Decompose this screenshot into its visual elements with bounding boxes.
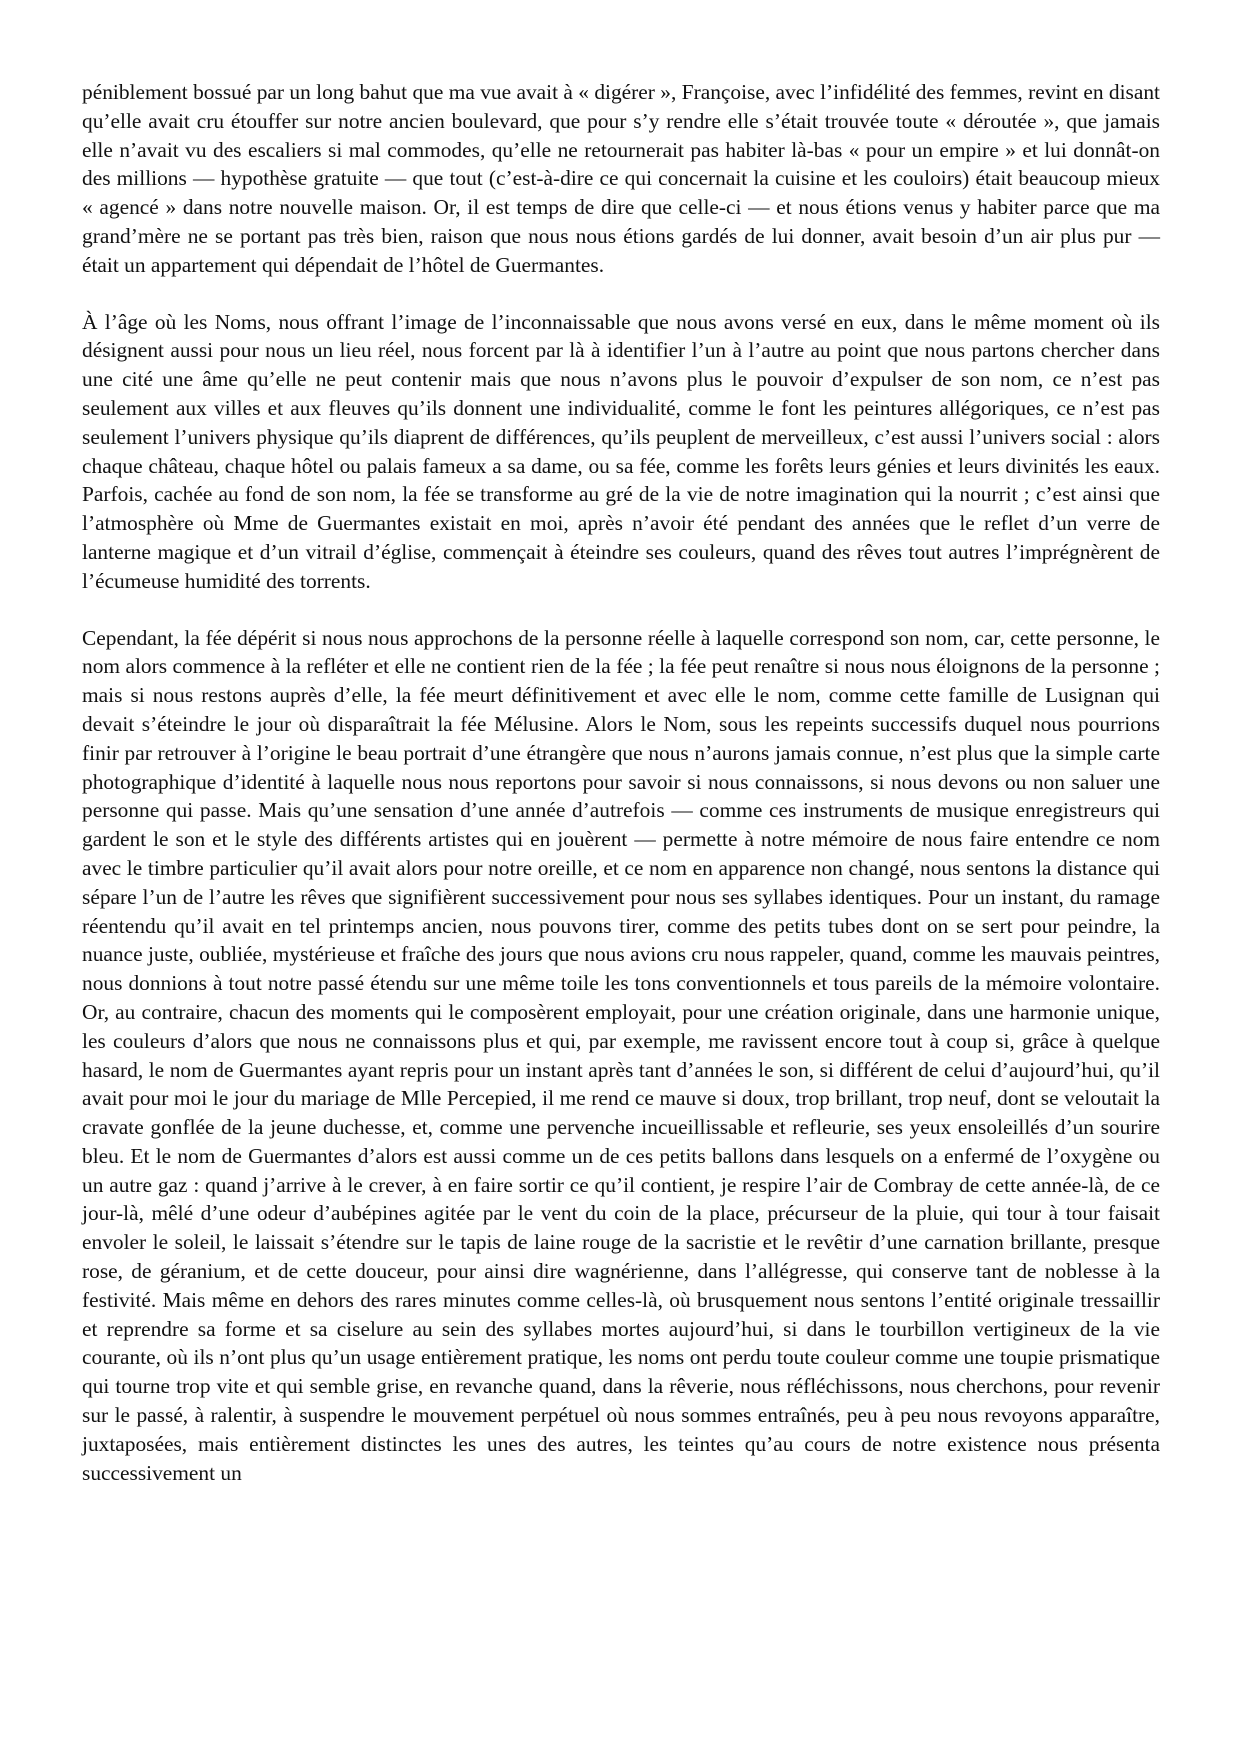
paragraph-2: À l’âge où les Noms, nous offrant l’image de l’inconnaissable que nous avons versé en eux, dans le même moment où ils désignent aussi pour nous un lieu réel, nous forcent par là à identifier l’un à l’autre au point que nous partons chercher dans une cité une âme qu’elle ne peut contenir mais que nous n’avons plus le pouvoir d’expulser de son nom, ce n’est pas seulement aux villes et aux fleuves qu’ils donnent une individualité, comme le font les peintures allégoriques, ce n’est pas seulement l’univers physique qu’ils diaprent de différences, qu’ils peuplent de merveilleux, c’est aussi l’univers social : alors chaque château, chaque hôtel ou palais fameux a sa dame, ou sa fée, comme les forêts leurs génies et leurs divinités les eaux. Parfois, cachée au fond de son nom, la fée se transforme au gré de la vie de notre imagination qui la nourrit ; c’est ainsi que l’atmosphère où Mme de Guermantes existait en moi, après n’avoir été pendant des années que le reflet d’un verre de lanterne magique et d’un vitrail d’église, commençait à éteindre ses couleurs, quand des rêves tout autres l’imprégnèrent de l’écumeuse humidité des torrents. xyxy=(82,309,1160,593)
paragraph-3: Cependant, la fée dépérit si nous nous approchons de la personne réelle à laquelle correspond son nom, car, cette personne, le nom alors commence à la refléter et elle ne contient rien de la fée ; la fée peut renaître si nous nous éloignons de la personne ; mais si nous restons auprès d’elle, la fée meurt définitivement et avec elle le nom, comme cette famille de Lusignan qui devait s’éteindre le jour où disparaîtrait la fée Mélusine. Alors le Nom, sous les repeints successifs duquel nous pourrions finir par retrouver à l’origine le beau portrait d’une étrangère que nous n’aurons jamais connue, n’est plus que la simple carte photographique d’identité à laquelle nous nous reportons pour savoir si nous connaissons, si nous devons ou non saluer une personne qui passe. Mais qu’une sensation d’une année d’autrefois — comme ces instruments de musique enregistreurs qui gardent le son et le style des différents artistes qui en jouèrent — permette à notre mémoire de nous faire entendre ce nom avec le timbre particulier qu’il avait alors pour notre oreille, et ce nom en apparence non changé, nous sentons la distance qui sépare l’un de l’autre les rêves que signifièrent successivement pour nous ses syllabes identiques. Pour un instant, du ramage réentendu qu’il avait en tel printemps ancien, nous pouvons tirer, comme des petits tubes dont on se sert pour peindre, la nuance juste, oubliée, mystérieuse et fraîche des jours que nous avions cru nous rappeler, quand, comme les mauvais peintres, nous donnions à tout notre passé étendu sur une même toile les tons conventionnels et tous pareils de la mémoire volontaire. Or, au contraire, chacun des moments qui le composèrent employait, pour une création originale, dans une harmonie unique, les couleurs d’alors que nous ne connaissons plus et qui, par exemple, me ravissent encore tout à coup si, grâce à quelque hasard, le nom de Guermantes ayant repris pour un instant après tant d’années le son, si différent de celui d’aujourd’hui, qu’il avait pour moi le jour du mariage de Mlle Percepied, il me rend ce mauve si doux, trop brillant, trop neuf, dont se veloutait la cravate gonflée de la jeune duchesse, et, comme une pervenche incueillissable et refleurie, ses yeux ensoleillés d’un sourire bleu. Et le nom de Guermantes d’alors est aussi comme un de ces petits ballons dans lesquels on a enfermé de l’oxygène ou un autre gaz : quand j’arrive à le crever, à en faire sortir ce qu’il contient, je respire l’air de Combray de cette année-là, de ce jour-là, mêlé d’une odeur d’aubépines agitée par le vent du coin de la place, précurseur de la pluie, qui tour à tour faisait envoler le soleil, le laissait s’étendre sur le tapis de laine rouge de la sacristie et le revêtir d’une carnation brillante, presque rose, de géranium, et de cette douceur, pour ainsi dire wagnérienne, dans l’allégresse, qui conserve tant de noblesse à la festivité. Mais même en dehors des rares minutes comme celles-là, où brusquement nous sentons l’entité originale tressaillir et reprendre sa forme et sa ciselure au sein des syllabes mortes aujourd’hui, si dans le tourbillon vertigineux de la vie courante, où ils n’ont plus qu’un usage entièrement pratique, les noms ont perdu toute couleur comme une toupie prismatique qui tourne trop vite et qui semble grise, en revanche quand, dans la rêverie, nous réfléchissons, nous cherchons, pour revenir sur le passé, à ralentir, à suspendre le mouvement perpétuel où nous sommes entraînés, peu à peu nous revoyons apparaître, juxtaposées, mais entièrement distinctes les unes des autres, les teintes qu’au cours de notre existence nous présenta successivement un xyxy=(82,625,1160,1485)
paragraph-1: péniblement bossué par un long bahut que ma vue avait à « digérer », Françoise, avec l’infidélité des femmes, revint en disant qu’elle avait cru étouffer sur notre ancien boulevard, que pour s’y rendre elle s’était trouvée toute « déroutée », que jamais elle n’avait vu des escaliers si mal commodes, qu’elle ne retournerait pas habiter là-bas « pour un empire » et lui donnât-on des millions — hypothèse gratuite — que tout (c’est-à-dire ce qui concernait la cuisine et les couloirs) était beaucoup mieux « agencé » dans notre nouvelle maison. Or, il est temps de dire que celle-ci — et nous étions venus y habiter parce que ma grand’mère ne se portant pas très bien, raison que nous nous étions gardés de lui donner, avait besoin d’un air plus pur — était un appartement qui dépendait de l’hôtel de Guermantes. xyxy=(82,80,1160,277)
document-page xyxy=(82,78,1160,1515)
